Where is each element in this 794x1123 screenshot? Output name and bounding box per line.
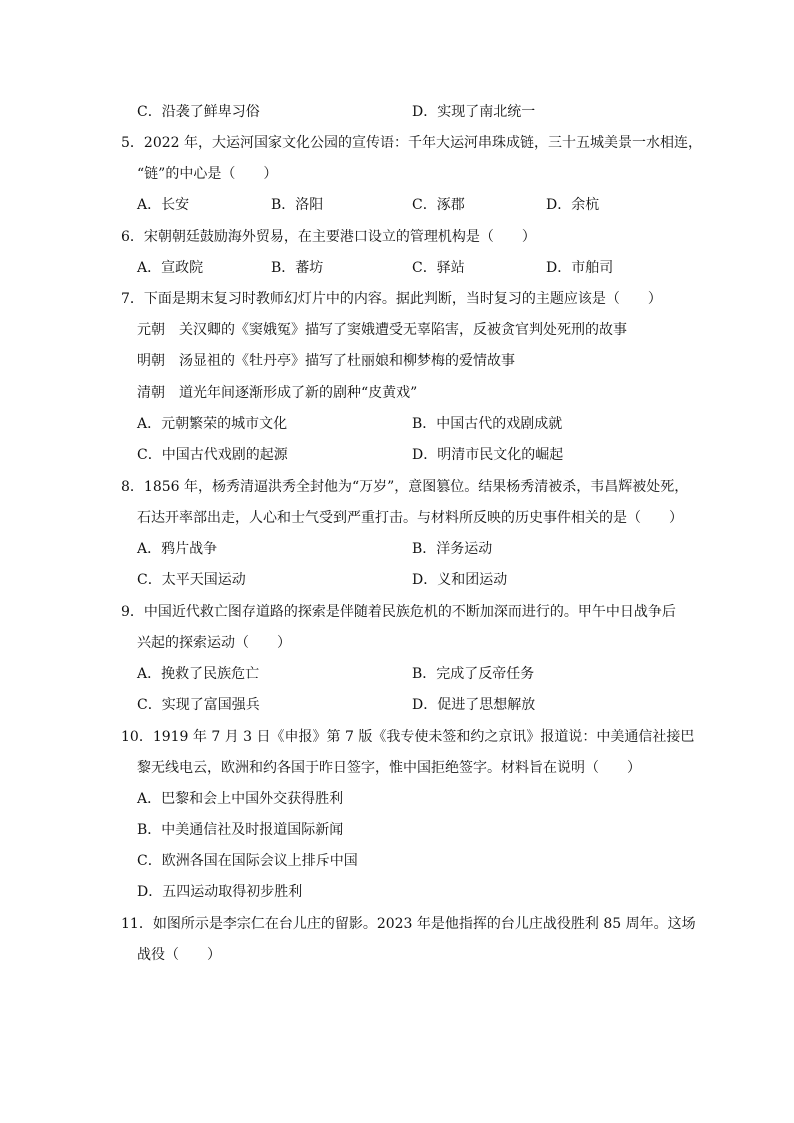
q10-option-d: D．五四运动取得初步胜利 bbox=[137, 884, 303, 900]
q11-stem-line2: 战役（ ） bbox=[137, 947, 221, 963]
q5-stem-line2: “链”的中心是（ ） bbox=[137, 166, 278, 182]
q7-option-c: C．中国古代戏剧的起源 bbox=[137, 447, 288, 463]
q7-option-a: A．元朝繁荣的城市文化 bbox=[137, 416, 288, 432]
q5-option-d: D．余杭 bbox=[546, 197, 600, 213]
q10-option-b: B．中美通信社及时报道国际新闻 bbox=[137, 822, 344, 838]
q6-option-c: C．驿站 bbox=[412, 260, 465, 276]
q6-stem-line1: 6．宋朝朝廷鼓励海外贸易，在主要港口设立的管理机构是（ ） bbox=[121, 229, 536, 245]
q10-stem-line2: 黎无线电云，欧洲和约各国于昨日签字，惟中国拒绝签字。材料旨在说明（ ） bbox=[137, 760, 641, 776]
q5-option-b: B．洛阳 bbox=[271, 197, 324, 213]
q9-option-d: D．促进了思想解放 bbox=[412, 697, 536, 713]
q4-option-c: C．沿袭了鲜卑习俗 bbox=[137, 104, 260, 120]
q8-option-b: B．洋务运动 bbox=[412, 541, 493, 557]
q10-option-c: C．欧洲各国在国际会议上排斥中国 bbox=[137, 853, 358, 869]
q4-option-d: D．实现了南北统一 bbox=[412, 104, 536, 120]
q8-option-a: A．鸦片战争 bbox=[137, 541, 218, 557]
q8-option-d: D．义和团运动 bbox=[412, 572, 508, 588]
q8-option-c: C．太平天国运动 bbox=[137, 572, 246, 588]
q8-stem-line1: 8．1856 年，杨秀清逼洪秀全封他为“万岁”，意图篡位。结果杨秀清被杀，韦昌辉被处死， bbox=[121, 479, 689, 495]
q9-stem-line1: 9．中国近代救亡图存道路的探索是伴随着民族危机的不断加深而进行的。甲午中日战争后 bbox=[121, 604, 676, 620]
q6-option-b: B．蕃坊 bbox=[271, 260, 324, 276]
q9-option-c: C．实现了富国强兵 bbox=[137, 697, 260, 713]
q5-option-c: C．涿郡 bbox=[412, 197, 465, 213]
q6-option-d: D．市舶司 bbox=[546, 260, 614, 276]
q7-option-d: D．明清市民文化的崛起 bbox=[412, 447, 564, 463]
q7-material-ming: 明朝 汤显祖的《牡丹亭》描写了杜丽娘和柳梦梅的爱情故事 bbox=[137, 353, 515, 369]
q5-option-a: A．长安 bbox=[137, 197, 190, 213]
q9-stem-line2: 兴起的探索运动（ ） bbox=[137, 635, 291, 651]
q10-option-a: A．巴黎和会上中国外交获得胜利 bbox=[137, 791, 344, 807]
q7-stem-line1: 7．下面是期末复习时教师幻灯片中的内容。据此判断，当时复习的主题应该是（ ） bbox=[121, 291, 662, 307]
q7-material-qing: 清朝 道光年间逐渐形成了新的剧种“皮黄戏” bbox=[137, 385, 418, 401]
q5-stem-line1: 5．2022 年，大运河国家文化公园的宣传语：千年大运河串珠成链，三十五城美景一水相连， bbox=[121, 135, 702, 151]
q9-option-a: A．挽救了民族危亡 bbox=[137, 666, 260, 682]
q8-stem-line2: 石达开率部出走，人心和士气受到严重打击。与材料所反映的历史事件相关的是（ ） bbox=[137, 510, 683, 526]
q6-option-a: A．宣政院 bbox=[137, 260, 204, 276]
q10-stem-line1: 10．1919 年 7 月 3 日《申报》第 7 版《我专使未签和约之京讯》报道说：中美通信社接巴 bbox=[121, 729, 695, 745]
q11-stem-line1: 11．如图所示是李宗仁在台儿庄的留影。2023 年是他指挥的台儿庄战役胜利 85 周年。这场 bbox=[121, 916, 696, 932]
q9-option-b: B．完成了反帝任务 bbox=[412, 666, 535, 682]
q7-material-yuan: 元朝 关汉卿的《窦娥冤》描写了窦娥遭受无辜陷害，反被贪官判处死刑的故事 bbox=[137, 322, 627, 338]
q7-option-b: B．中国古代的戏剧成就 bbox=[412, 416, 563, 432]
